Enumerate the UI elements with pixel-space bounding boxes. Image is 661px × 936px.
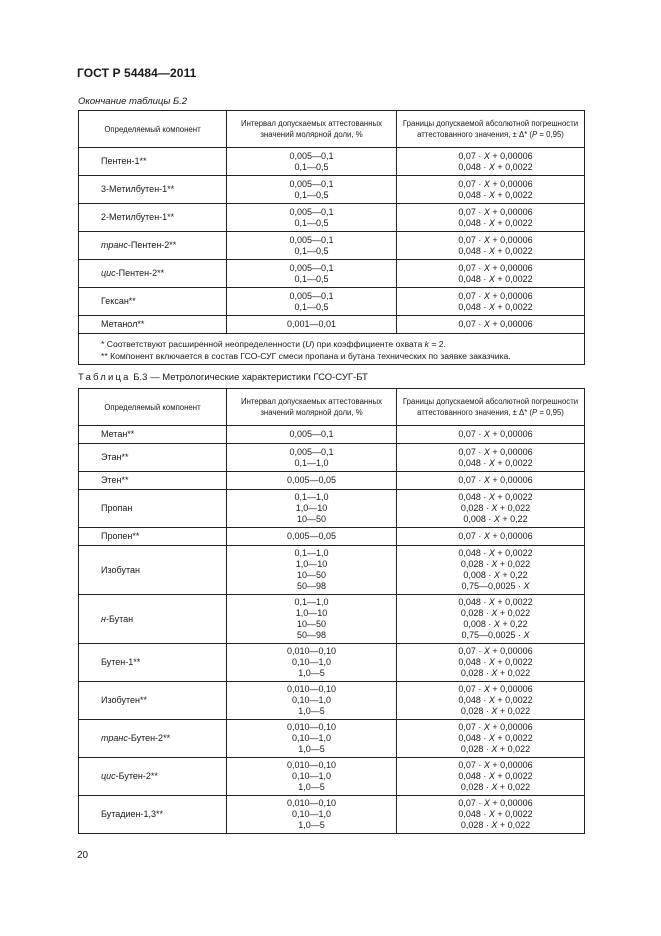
error-formula: 0,07 · X + 0,00006 (458, 760, 533, 770)
component-cell (79, 148, 227, 176)
error-formula: 0,048 · X + 0,0022 (458, 809, 533, 819)
error-cell (397, 644, 585, 682)
error-cell (397, 426, 585, 444)
component-cell (79, 232, 227, 260)
range-value: 1,0—10 (295, 503, 328, 513)
error-formula: 0,048 · X + 0,0022 (458, 657, 533, 667)
component-name: Метанол** (101, 319, 145, 329)
component-name: -Бутен-2** (127, 733, 171, 743)
error-formula: 0,07 · X + 0,00006 (458, 429, 533, 439)
error-formula: 0,048 · X + 0,0022 (458, 301, 533, 312)
component-cell (79, 644, 227, 682)
component-name: Изобутан (101, 564, 140, 575)
component-cell (79, 720, 227, 758)
page-number: 20 (77, 850, 89, 861)
error-cell (397, 444, 585, 472)
error-cell (397, 720, 585, 758)
error-cell (397, 758, 585, 796)
range-cell (227, 148, 397, 176)
error-formula: 0,07 · X + 0,00006 (458, 262, 533, 273)
error-formula: 0,028 · X + 0,022 (460, 744, 531, 754)
error-formula: 0,07 · X + 0,00006 (458, 319, 533, 329)
error-formula: 0,008 · X + 0,22 (463, 514, 528, 524)
component-cell (79, 796, 227, 834)
range-value: 0,1—1,0 (294, 457, 329, 468)
header-component: Определяемый компонент (79, 111, 227, 148)
range-value: 0,1—0,5 (294, 245, 329, 256)
component-name: -Бутан (105, 613, 134, 624)
error-formula: 0,048 · X + 0,0022 (458, 457, 533, 468)
component-cell (79, 316, 227, 334)
error-formula: 0,07 · X + 0,00006 (458, 446, 533, 457)
table-row (79, 796, 585, 834)
component-prefix: цис (101, 268, 116, 278)
range-value: 0,005—0,1 (289, 429, 334, 439)
table-row (79, 260, 585, 288)
range-cell (227, 490, 397, 528)
range-value: 0,010—0,10 (286, 646, 337, 656)
table-b3 (78, 388, 585, 834)
table-row (79, 426, 585, 444)
component-name: Пропен** (101, 531, 140, 541)
component-cell (79, 472, 227, 490)
table-row (79, 444, 585, 472)
error-formula: 0,07 · X + 0,00006 (458, 798, 533, 808)
range-value: 0,005—0,1 (289, 234, 334, 245)
range-value: 0,1—1,0 (294, 548, 329, 558)
range-value: 0,005—0,1 (289, 206, 334, 217)
error-formula: 0,07 · X + 0,00006 (458, 722, 533, 732)
range-cell (227, 444, 397, 472)
error-formula: 0,07 · X + 0,00006 (458, 206, 533, 217)
component-cell (79, 260, 227, 288)
range-value: 0,010—0,10 (286, 798, 337, 808)
range-value: 0,1—1,0 (294, 597, 329, 607)
error-formula: 0,75—0,0025 · X (461, 630, 530, 640)
range-value: 0,010—0,10 (286, 760, 337, 770)
range-value: 0,10—1,0 (291, 695, 332, 705)
component-prefix: транс (101, 733, 128, 743)
error-cell (397, 176, 585, 204)
component-name: -Бутен-2** (115, 771, 158, 781)
error-cell (397, 682, 585, 720)
component-name: 3-Метилбутен-1** (101, 184, 175, 194)
range-value: 0,005—0,1 (289, 150, 334, 161)
error-formula: 0,028 · X + 0,022 (460, 782, 531, 792)
range-value: 1,0—5 (298, 820, 325, 830)
range-value: 50—98 (296, 581, 327, 591)
component-name: Пентен-1** (101, 156, 147, 166)
header-error: Границы допускаемой абсолютной погрешности аттестованного значения, ± Δ* (P = 0,95) (397, 389, 585, 426)
error-cell (397, 490, 585, 528)
error-formula: 0,07 · X + 0,00006 (458, 290, 533, 301)
header-error: Границы допускаемой абсолютной погрешности аттестованного значения, ± Δ* (P = 0,95) (397, 111, 585, 148)
error-cell (397, 796, 585, 834)
range-cell (227, 176, 397, 204)
error-formula: 0,048 · X + 0,0022 (458, 217, 533, 228)
note-2: ** Компонент включается в состав ГСО-СУГ смеси пропана и бутана технических по заявке заказчика. (101, 351, 511, 361)
document-title: ГОСТ Р 54484—2011 (77, 66, 197, 80)
component-prefix: цис (101, 771, 116, 781)
range-value: 0,10—1,0 (291, 809, 332, 819)
component-name: Изобутен** (101, 695, 147, 705)
component-name: -Пентен-2** (115, 268, 165, 278)
error-cell (397, 148, 585, 176)
component-cell (79, 426, 227, 444)
range-value: 0,10—1,0 (291, 771, 332, 781)
header-interval: Интервал допускаемых аттестованных значений молярной доли, % (227, 389, 397, 426)
error-formula: 0,028 · X + 0,022 (460, 820, 531, 830)
component-name: Этан** (101, 452, 129, 462)
table-row (79, 720, 585, 758)
range-value: 0,1—0,5 (294, 189, 329, 200)
table-row (79, 316, 585, 334)
error-formula: 0,028 · X + 0,022 (460, 706, 531, 716)
table-row (79, 546, 585, 595)
table-row (79, 758, 585, 796)
error-formula: 0,048 · X + 0,0022 (458, 273, 533, 284)
component-cell (79, 204, 227, 232)
range-value: 0,1—0,5 (294, 301, 329, 312)
header-component: Определяемый компонент (79, 389, 227, 426)
error-formula: 0,048 · X + 0,0022 (458, 733, 533, 743)
error-formula: 0,048 · X + 0,0022 (458, 245, 533, 256)
range-value: 0,005—0,1 (289, 178, 334, 189)
range-value: 1,0—5 (298, 782, 325, 792)
range-value: 0,1—0,5 (294, 161, 329, 172)
range-cell (227, 758, 397, 796)
table-row (79, 490, 585, 528)
component-name: 2-Метилбутен-1** (101, 212, 175, 222)
range-value: 0,005—0,1 (289, 262, 334, 273)
component-name: Гексан** (101, 296, 136, 306)
range-value: 50—98 (296, 630, 327, 640)
range-value: 1,0—5 (298, 668, 325, 678)
error-formula: 0,048 · X + 0,0022 (458, 695, 533, 705)
component-cell (79, 682, 227, 720)
component-name: Этен** (101, 475, 129, 485)
error-formula: 0,07 · X + 0,00006 (458, 475, 533, 485)
error-cell (397, 232, 585, 260)
error-formula: 0,008 · X + 0,22 (463, 570, 528, 580)
header-interval: Интервал допускаемых аттестованных значений молярной доли, % (227, 111, 397, 148)
table-row (79, 595, 585, 644)
range-value: 10—50 (296, 514, 327, 524)
range-cell (227, 528, 397, 546)
component-cell (79, 595, 227, 644)
table-row (79, 682, 585, 720)
error-formula: 0,07 · X + 0,00006 (458, 646, 533, 656)
error-cell (397, 528, 585, 546)
range-value: 0,1—0,5 (294, 273, 329, 284)
error-formula: 0,07 · X + 0,00006 (458, 178, 533, 189)
range-value: 0,10—1,0 (291, 733, 332, 743)
table-row (79, 148, 585, 176)
error-formula: 0,048 · X + 0,0022 (458, 161, 533, 172)
component-cell (79, 444, 227, 472)
component-cell (79, 758, 227, 796)
error-cell (397, 288, 585, 316)
range-cell (227, 426, 397, 444)
error-formula: 0,028 · X + 0,022 (460, 503, 531, 513)
error-formula: 0,75—0,0025 · X (461, 581, 530, 591)
range-cell (227, 720, 397, 758)
table-row (79, 232, 585, 260)
component-prefix: транс (101, 240, 128, 250)
table-row (79, 528, 585, 546)
component-name: Пропан (101, 503, 133, 513)
table-b3-body (79, 426, 585, 834)
table-caption-b2: Окончание таблицы Б.2 (78, 96, 188, 107)
error-cell (397, 595, 585, 644)
range-value: 0,005—0,1 (289, 290, 334, 301)
component-cell (79, 528, 227, 546)
error-formula: 0,07 · X + 0,00006 (458, 531, 533, 541)
range-value: 0,010—0,10 (286, 722, 337, 732)
caption-label: Таблица (78, 372, 131, 383)
range-cell (227, 796, 397, 834)
range-value: 0,005—0,05 (286, 475, 337, 485)
error-formula: 0,048 · X + 0,0022 (458, 548, 533, 558)
table-row (79, 288, 585, 316)
range-cell (227, 595, 397, 644)
table-row (79, 204, 585, 232)
error-formula: 0,048 · X + 0,0022 (458, 492, 533, 502)
error-formula: 0,07 · X + 0,00006 (458, 150, 533, 161)
error-formula: 0,028 · X + 0,022 (460, 668, 531, 678)
error-formula: 0,048 · X + 0,0022 (458, 597, 533, 607)
range-cell (227, 644, 397, 682)
range-cell (227, 232, 397, 260)
error-cell (397, 546, 585, 595)
component-name: -Пентен-2** (127, 240, 177, 250)
error-cell (397, 472, 585, 490)
table-caption-b3 (78, 372, 368, 383)
range-cell (227, 316, 397, 334)
error-formula: 0,07 · X + 0,00006 (458, 684, 533, 694)
range-value: 0,1—1,0 (294, 492, 329, 502)
table-row (79, 176, 585, 204)
error-formula: 0,028 · X + 0,022 (460, 559, 531, 569)
note-1: * Соответствуют расширенной неопределенности (U) при коэффициенте охвата k = 2. (101, 339, 446, 349)
component-name: Бутадиен-1,3** (101, 809, 164, 819)
range-cell (227, 260, 397, 288)
caption-text: Б.3 — Метрологические характеристики ГСО-СУГ-БТ (130, 372, 368, 383)
error-formula: 0,028 · X + 0,022 (460, 608, 531, 618)
table-row (79, 644, 585, 682)
component-cell (79, 288, 227, 316)
component-cell (79, 490, 227, 528)
component-cell (79, 546, 227, 595)
component-name: Бутен-1** (101, 657, 141, 667)
table-b2 (78, 110, 585, 365)
error-formula: 0,048 · X + 0,0022 (458, 771, 533, 781)
range-value: 0,010—0,10 (286, 684, 337, 694)
component-prefix: н (101, 613, 106, 624)
range-value: 0,001—0,01 (286, 319, 337, 329)
component-cell (79, 176, 227, 204)
range-value: 0,005—0,05 (286, 531, 337, 541)
range-value: 1,0—10 (295, 608, 328, 618)
error-formula: 0,008 · X + 0,22 (463, 619, 528, 629)
range-value: 0,005—0,1 (289, 446, 334, 457)
error-cell (397, 316, 585, 334)
table-row (79, 472, 585, 490)
range-value: 10—50 (296, 619, 327, 629)
component-name: Метан** (101, 429, 135, 439)
error-formula: 0,07 · X + 0,00006 (458, 234, 533, 245)
range-value: 1,0—10 (295, 559, 328, 569)
error-cell (397, 204, 585, 232)
range-cell (227, 288, 397, 316)
range-cell (227, 682, 397, 720)
range-cell (227, 204, 397, 232)
range-cell (227, 546, 397, 595)
range-value: 0,1—0,5 (294, 217, 329, 228)
range-value: 10—50 (296, 570, 327, 580)
error-cell (397, 260, 585, 288)
range-value: 0,10—1,0 (291, 657, 332, 667)
range-cell (227, 472, 397, 490)
range-value: 1,0—5 (298, 744, 325, 754)
table-notes (79, 334, 585, 365)
error-formula: 0,048 · X + 0,0022 (458, 189, 533, 200)
range-value: 1,0—5 (298, 706, 325, 716)
table-b2-body (79, 148, 585, 334)
